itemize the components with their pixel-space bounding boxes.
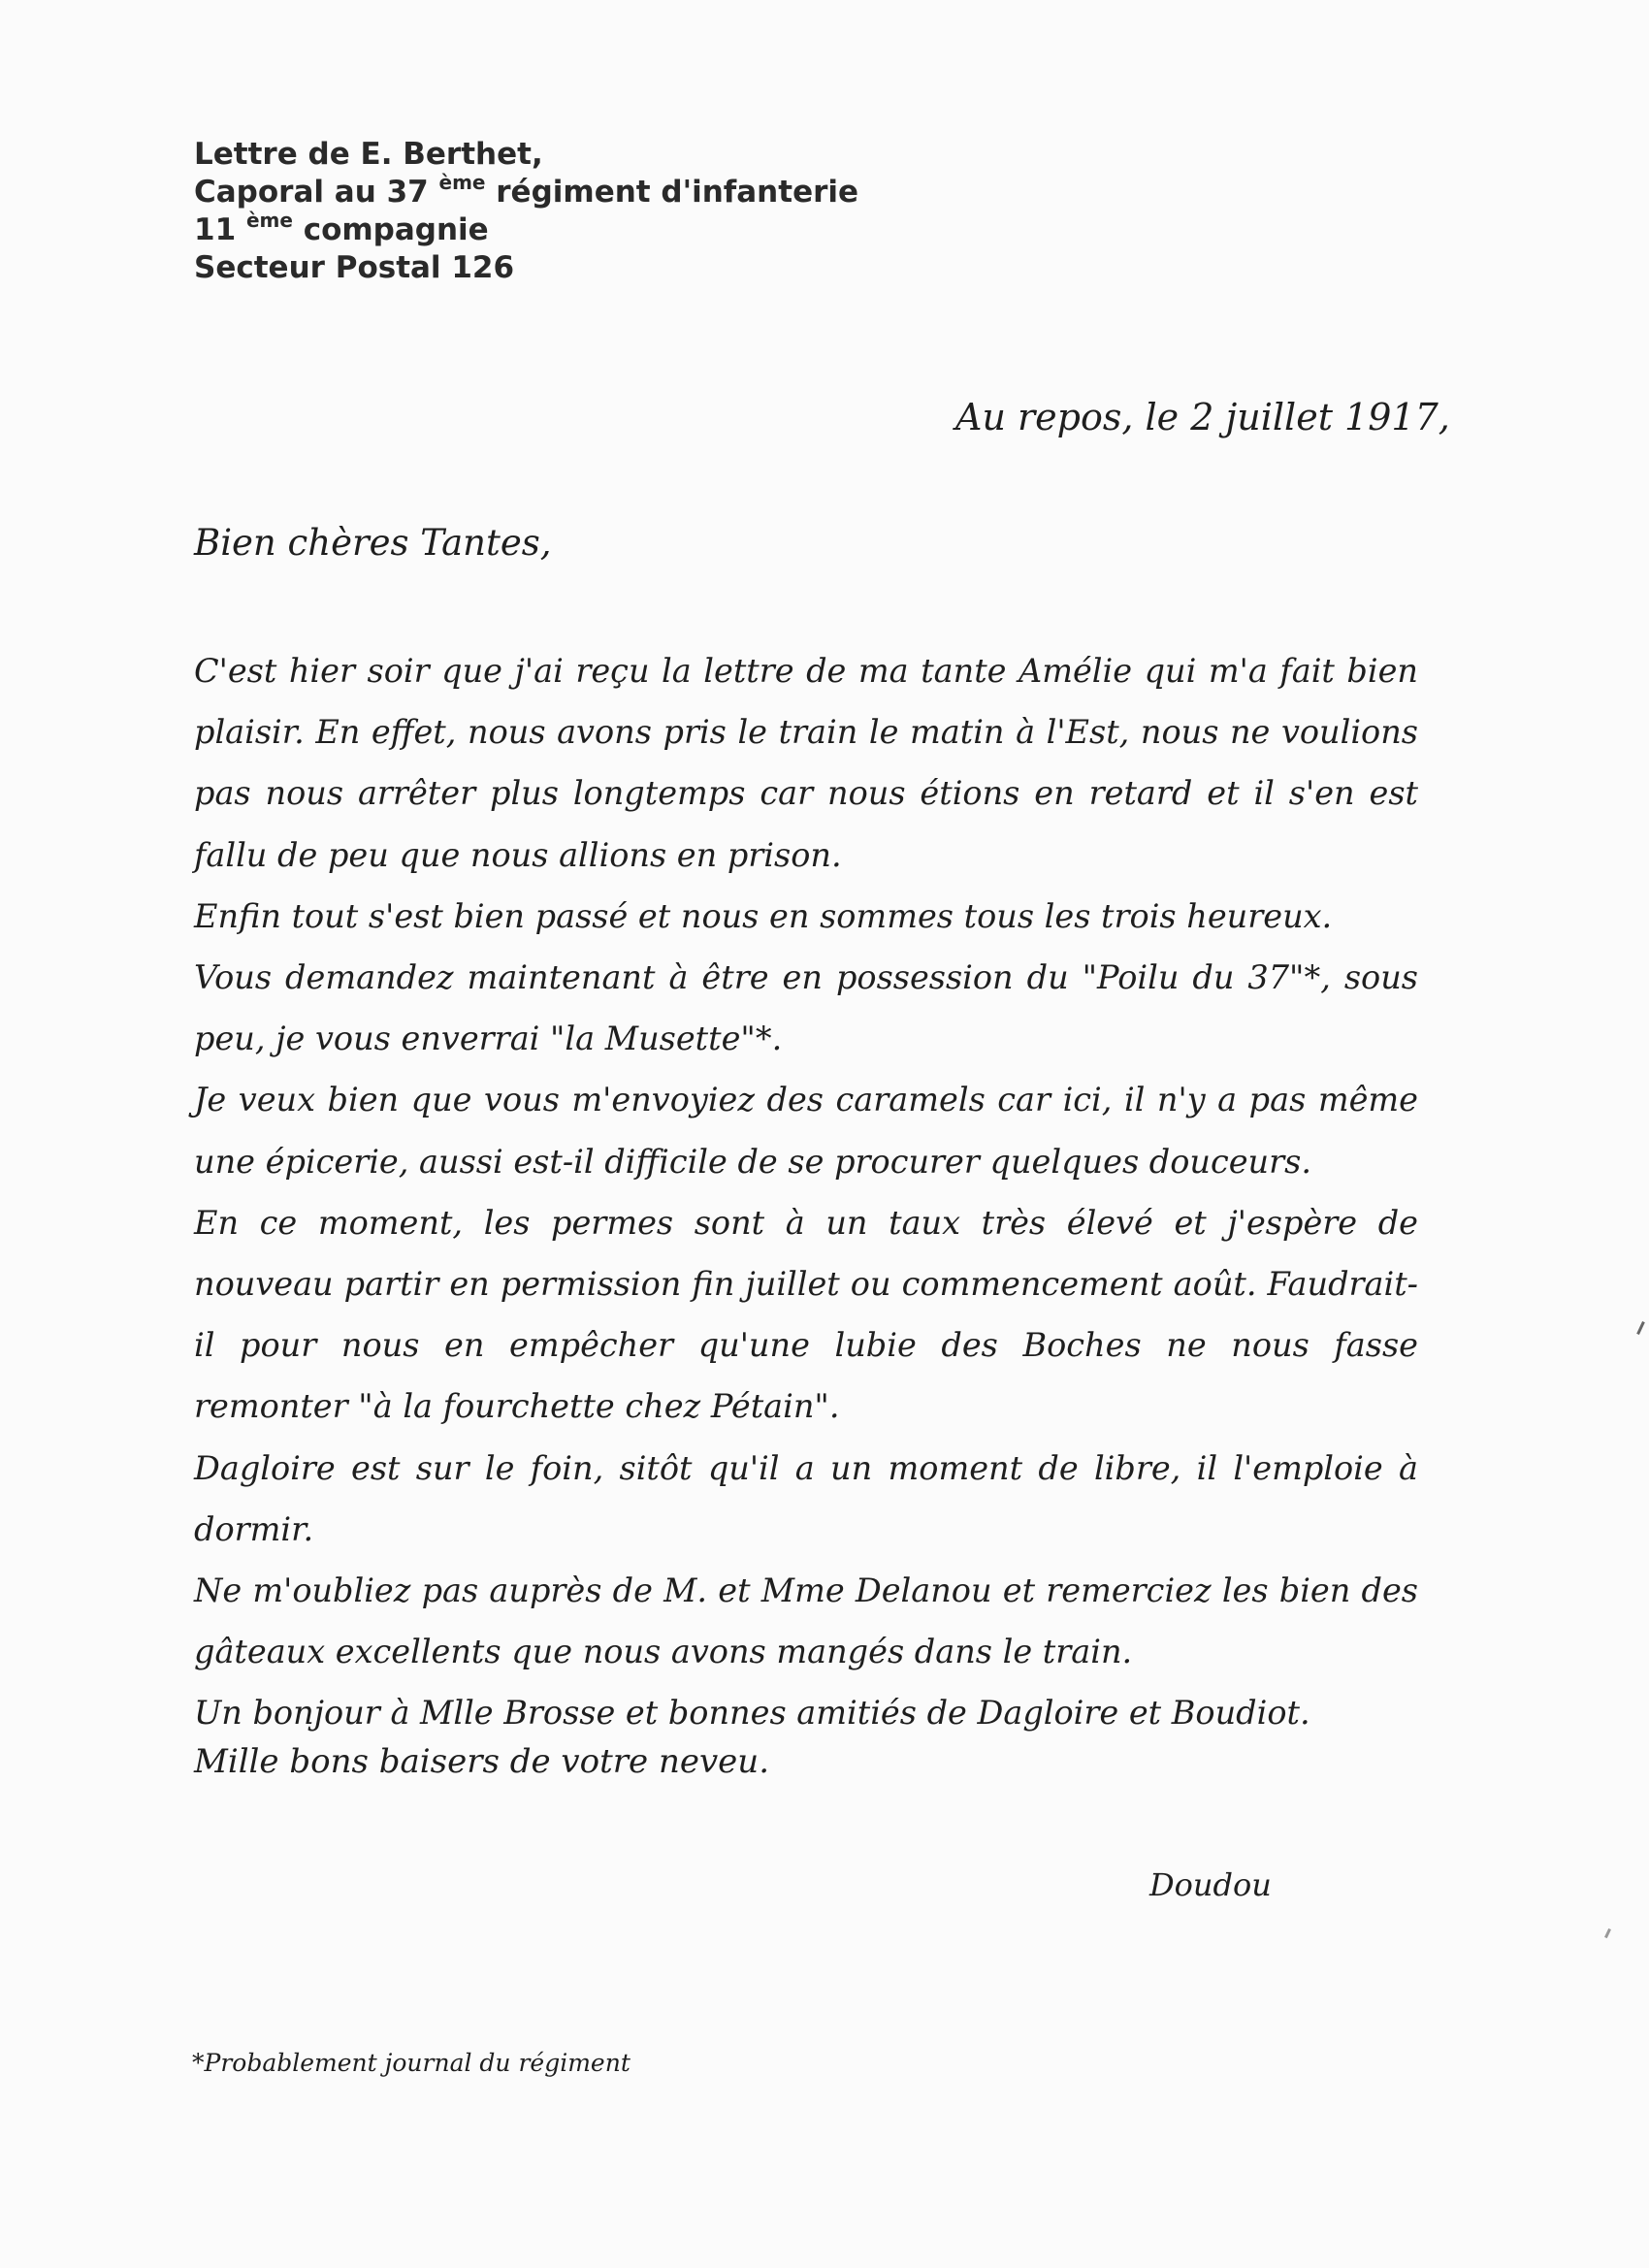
greeting: Bien chères Tantes, [194,522,552,564]
scan-mark [1636,1321,1645,1335]
paragraph: Dagloire est sur le foin, sitôt qu'il a un moment de libre, il l'emploie à dormir. [194,1448,1418,1548]
sender-line-rank [194,171,859,211]
footnote: *Probablement journal du régiment [192,2049,630,2077]
sender-rank-text: Caporal au 37 [194,175,429,210]
paragraph: Un bonjour à Mlle Brosse et bonnes amitiés de Dagloire et Boudiot. [194,1694,1310,1733]
sender-company-superscript: ème [245,209,293,232]
sender-line-postal: Secteur Postal 126 [194,250,515,285]
sender-block [194,136,858,287]
signature: Doudou [1149,1866,1272,1903]
scan-mark [1604,1928,1611,1938]
closing-line: Mille bons baisers de votre neveu. [194,1742,770,1781]
sender-rank-superscript: ème [438,171,486,194]
dateline: Au repos, le 2 juillet 1917, [955,396,1450,438]
paragraph: En ce moment, les permes sont à un taux très élevé et j'espère de nouveau partir en permission fin juillet ou commencement août. Faudrait-il pour nous en empêcher qu'une lubie des Boches ne nous fasse remonter "à la fourchette chez Pétain". [194,1203,1418,1426]
paragraph: Enfin tout s'est bien passé et nous en sommes tous les trois heureux. [194,896,1333,935]
paragraph: Ne m'oubliez pas auprès de M. et Mme Delanou et remerciez les bien des gâteaux excellents que nous avons mangés dans le train. [194,1571,1418,1671]
paragraph: C'est hier soir que j'ai reçu la lettre de ma tante Amélie qui m'a fait bien plaisir. En effet, nous avons pris le train le matin à l'Est, nous ne voulions pas nous arrêter plus longtemps car nous étions en retard et il s'en est fallu de peu que nous allions en prison. [194,652,1418,874]
sender-company-number: 11 [194,212,237,247]
sender-company-text: compagnie [292,212,489,247]
paragraph: Je veux bien que vous m'envoyiez des caramels car ici, il n'y a pas même une épicerie, aussi est-il difficile de se procurer quelques douceurs. [194,1081,1418,1181]
sender-regiment-text: régiment d'infanterie [485,175,859,210]
sender-line-name: Lettre de E. Berthet, [194,137,543,172]
sender-line-company [194,211,858,249]
paragraph: Vous demandez maintenant à être en possession du "Poilu du 37"*, sous peu, je vous enverrai "la Musette"*. [194,958,1418,1058]
letter-body [194,640,1418,1744]
